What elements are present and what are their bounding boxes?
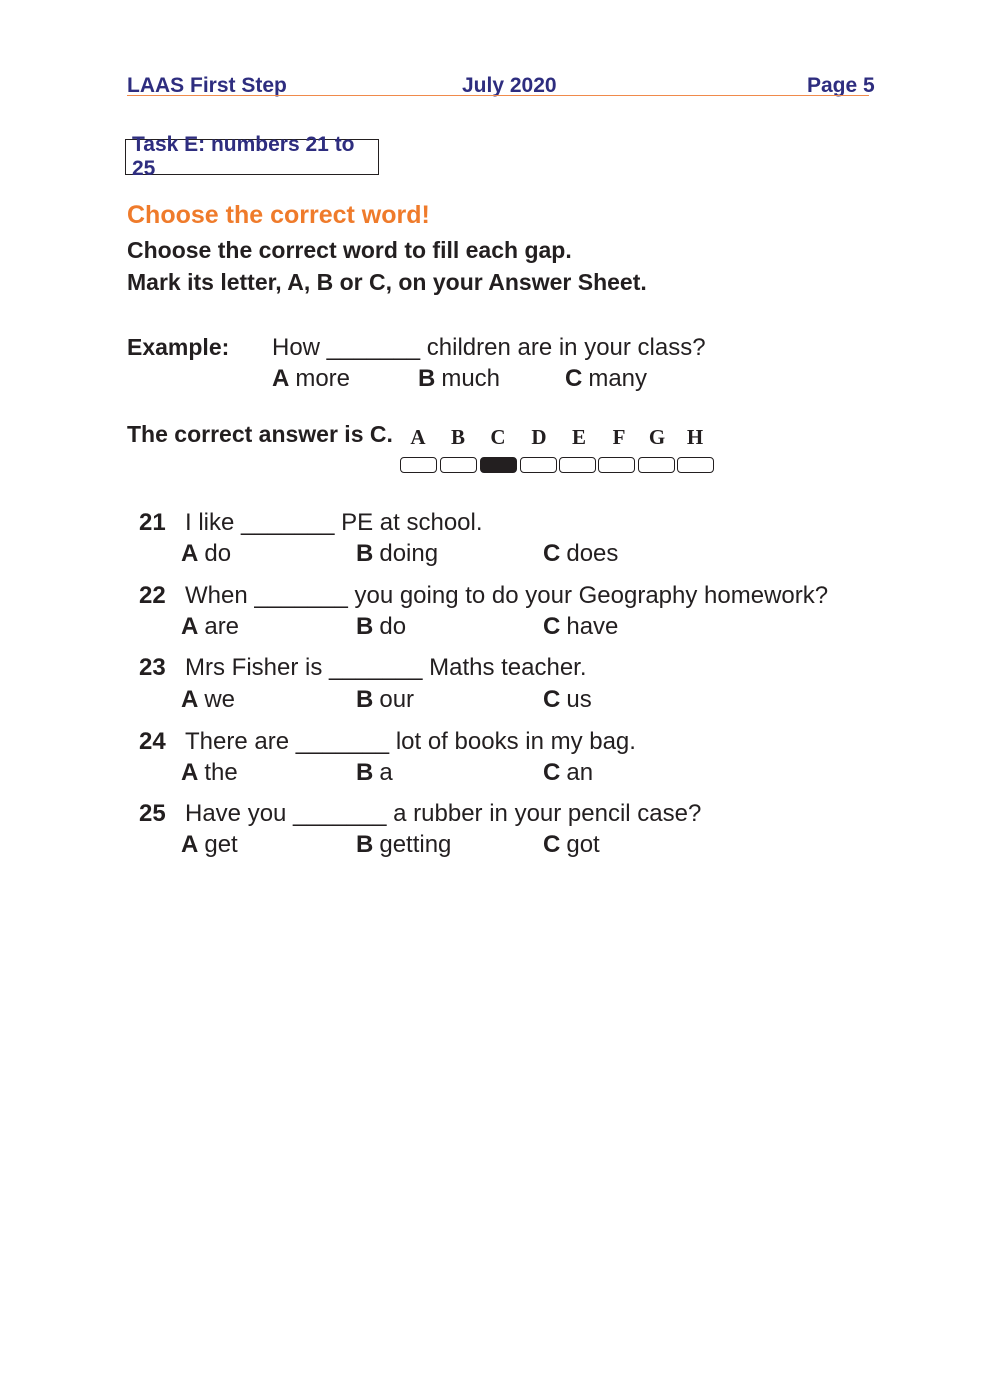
option-letter: B: [356, 759, 374, 786]
option-c[interactable]: [543, 540, 618, 568]
example-option-b: [418, 365, 500, 393]
answer-bubble[interactable]: [559, 457, 596, 473]
option-c[interactable]: [543, 686, 592, 714]
option-text: much: [441, 365, 501, 392]
answer-letter: G: [648, 425, 666, 449]
question-number: 24: [139, 728, 166, 755]
option-c[interactable]: [543, 759, 593, 787]
task-label: Task E: numbers 21 to 25: [132, 133, 355, 180]
example-label: Example:: [127, 334, 230, 360]
option-letter: C: [543, 540, 561, 567]
option-text: we: [204, 686, 236, 713]
option-letter: A: [181, 540, 199, 567]
answer-letter: H: [686, 425, 704, 449]
header-title: LAAS First Step: [127, 74, 287, 97]
task-label-box: [125, 133, 379, 180]
option-letter: B: [356, 831, 374, 858]
option-text: doing: [379, 540, 439, 567]
option-b[interactable]: [356, 686, 414, 714]
answer-letter: F: [612, 425, 626, 449]
option-letter: A: [181, 613, 199, 640]
answer-letter: A: [410, 425, 426, 449]
option-text: does: [566, 540, 619, 567]
option-a[interactable]: [181, 759, 238, 787]
option-text: us: [566, 686, 592, 713]
option-b[interactable]: [356, 759, 393, 787]
answer-bubble[interactable]: [440, 457, 477, 473]
option-letter: B: [356, 686, 374, 713]
option-text: the: [204, 759, 238, 786]
instruction-line-1: Choose the correct word to fill each gap.: [127, 237, 572, 263]
answer-bubble[interactable]: [677, 457, 714, 473]
section-heading: Choose the correct word!: [127, 201, 430, 229]
option-a[interactable]: [181, 540, 231, 568]
option-letter: B: [356, 613, 374, 640]
instruction-line-2: Mark its letter, A, B or C, on your Answer Sheet.: [127, 269, 647, 295]
answer-bubble[interactable]: [520, 457, 557, 473]
option-text: get: [204, 831, 238, 858]
option-b[interactable]: [356, 540, 438, 568]
example-question: How _______ children are in your class?: [272, 334, 706, 361]
question-text: Mrs Fisher is _______ Maths teacher.: [185, 654, 587, 681]
option-a[interactable]: [181, 613, 239, 641]
option-a[interactable]: [181, 831, 238, 859]
answer-bubble[interactable]: [598, 457, 635, 473]
option-text: more: [295, 365, 351, 392]
option-c[interactable]: [543, 831, 600, 859]
header-divider: [127, 95, 869, 96]
option-text: an: [566, 759, 594, 786]
answer-bubble[interactable]: [480, 457, 517, 473]
option-text: do: [204, 540, 232, 567]
header-page-number: Page 5: [807, 74, 875, 97]
option-text: do: [379, 613, 407, 640]
question-number: 21: [139, 509, 166, 536]
question-text: There are _______ lot of books in my bag.: [185, 728, 636, 755]
question-text: When _______ you going to do your Geography homework?: [185, 582, 829, 609]
option-letter: B: [356, 540, 374, 567]
answer-letter: E: [571, 425, 586, 449]
question-text: I like _______ PE at school.: [185, 509, 483, 536]
option-a[interactable]: [181, 686, 235, 714]
question-number: 22: [139, 582, 166, 609]
example-answer-text: The correct answer is C.: [127, 421, 393, 447]
question-number: 23: [139, 654, 166, 681]
option-letter: C: [543, 831, 561, 858]
option-text: a: [379, 759, 393, 786]
example-option-c: [565, 365, 647, 393]
option-letter: A: [181, 686, 199, 713]
option-letter: B: [418, 365, 436, 392]
option-letter: A: [181, 759, 199, 786]
option-letter: A: [272, 365, 290, 392]
option-text: are: [204, 613, 240, 640]
option-text: many: [588, 365, 648, 392]
option-text: have: [566, 613, 619, 640]
option-letter: A: [181, 831, 199, 858]
answer-letter: B: [450, 425, 465, 449]
answer-letter: C: [490, 425, 506, 449]
answer-bubble[interactable]: [638, 457, 675, 473]
option-c[interactable]: [543, 613, 618, 641]
option-letter: C: [543, 686, 561, 713]
option-letter: C: [543, 759, 561, 786]
option-text: our: [379, 686, 415, 713]
header-date: July 2020: [462, 74, 557, 97]
option-b[interactable]: [356, 613, 406, 641]
option-b[interactable]: [356, 831, 451, 859]
example-option-a: [272, 365, 350, 393]
question-number: 25: [139, 800, 166, 827]
option-text: getting: [379, 831, 452, 858]
option-letter: C: [565, 365, 583, 392]
answer-letter: D: [531, 425, 547, 449]
question-text: Have you _______ a rubber in your pencil case?: [185, 800, 702, 827]
option-letter: C: [543, 613, 561, 640]
option-text: got: [566, 831, 600, 858]
answer-bubble[interactable]: [400, 457, 437, 473]
